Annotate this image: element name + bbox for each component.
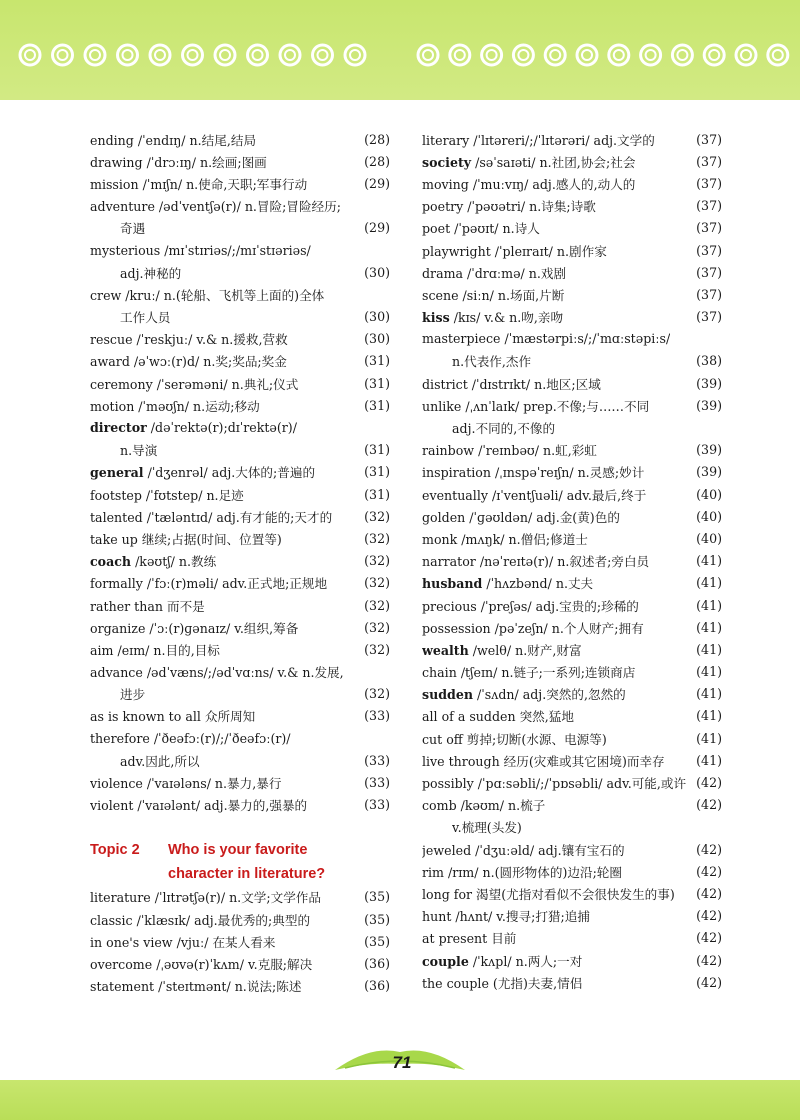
ring-icon	[641, 45, 661, 65]
entry-page: (37)	[696, 131, 722, 147]
vocab-entry	[422, 527, 722, 549]
entry-page: (37)	[696, 264, 722, 280]
ring-inner-icon	[582, 50, 592, 60]
entry-text: husband /ˈhʌzbənd/ n.丈夫	[422, 576, 594, 592]
headword: couple	[422, 953, 469, 969]
entry-page: (35)	[364, 911, 390, 927]
vocab-entry	[90, 483, 390, 505]
entry-text: general /ˈdʒenrəl/ adj.大体的;普遍的	[90, 465, 316, 481]
entry-page: (36)	[364, 955, 390, 971]
vocab-entry	[90, 283, 390, 305]
entry-text: drama /ˈdrɑːmə/ n.戏剧	[422, 265, 567, 281]
ring-icon	[313, 45, 333, 65]
footer-band	[0, 1080, 800, 1120]
entry-page: (37)	[696, 309, 722, 325]
ring-inner-icon	[253, 50, 263, 60]
ring-icon	[150, 45, 170, 65]
topic-number: Topic 2	[90, 841, 140, 858]
entry-text: district /ˈdɪstrɪkt/ n.地区;区域	[422, 376, 601, 392]
entry-page: (37)	[696, 286, 722, 302]
entry-text: wealth /welθ/ n.财产,财富	[422, 642, 582, 658]
entry-text: poetry /ˈpəʊətri/ n.诗集;诗歌	[422, 199, 596, 215]
vocab-entry	[422, 727, 722, 749]
entry-page: (42)	[696, 930, 722, 946]
entry-text: violent /ˈvaɪələnt/ adj.暴力的,强暴的	[90, 798, 308, 814]
vocab-entry	[90, 261, 390, 283]
vocab-entry	[422, 416, 722, 438]
entry-page: (40)	[696, 486, 722, 502]
decorative-rings	[0, 0, 800, 100]
entry-page: (42)	[696, 863, 722, 879]
entry-text: long for 渴望(尤指对看似不会很快发生的事)	[422, 886, 675, 902]
vocab-entry	[90, 505, 390, 527]
entry-text: eventually /ɪˈventʃuəli/ adv.最后,终于	[422, 487, 647, 503]
entry-page: (41)	[696, 730, 722, 746]
entry-page: (32)	[364, 508, 390, 524]
headword: kiss	[422, 310, 450, 326]
ring-icon	[672, 45, 692, 65]
vocab-entry	[422, 794, 722, 816]
ring-icon	[118, 45, 138, 65]
ring-inner-icon	[25, 50, 35, 60]
vocab-entry	[422, 838, 722, 860]
ring-inner-icon	[220, 50, 230, 60]
vocab-entry	[90, 239, 390, 261]
ring-inner-icon	[90, 50, 100, 60]
vocab-entry	[422, 705, 722, 727]
entry-page: (30)	[364, 331, 390, 347]
ring-icon	[20, 45, 40, 65]
entry-page: (42)	[696, 797, 722, 813]
entry-page: (30)	[364, 264, 390, 280]
vocab-entry	[422, 394, 722, 416]
entry-page: (40)	[696, 530, 722, 546]
ring-inner-icon	[741, 50, 751, 60]
ring-inner-icon	[487, 50, 497, 60]
entry-text: crew /kruː/ n.(轮船、飞机等上面的)全体	[90, 287, 325, 303]
entry-page: (29)	[364, 175, 390, 191]
entry-page: (37)	[696, 153, 722, 169]
vocab-entry	[422, 372, 722, 394]
entry-page: (42)	[696, 908, 722, 924]
vocab-entry	[422, 971, 722, 993]
entry-text: inspiration /ˌɪnspəˈreɪʃn/ n.灵感;妙计	[422, 465, 645, 481]
vocab-entry	[422, 461, 722, 483]
vocab-entry	[422, 283, 722, 305]
vocab-entry	[90, 350, 390, 372]
entry-page: (41)	[696, 575, 722, 591]
headword: general	[90, 465, 144, 481]
entry-text: chain /tʃeɪn/ n.链子;一系列;连锁商店	[422, 665, 636, 681]
ring-icon	[513, 45, 533, 65]
vocab-entry	[90, 195, 390, 217]
ring-inner-icon	[155, 50, 165, 60]
ring-inner-icon	[646, 50, 656, 60]
entry-text: mysterious /mɪˈstɪriəs/;/mɪˈstɪəriəs/	[90, 242, 311, 258]
entry-page: (41)	[696, 686, 722, 702]
entry-page: (35)	[364, 889, 390, 905]
vocab-entry	[90, 527, 390, 549]
ring-inner-icon	[318, 50, 328, 60]
vocab-entry	[90, 886, 390, 908]
ring-inner-icon	[550, 50, 560, 60]
entry-text: 奇遇	[120, 221, 146, 237]
entry-text: violence /ˈvaɪələns/ n.暴力,暴行	[90, 776, 282, 792]
vocab-entry	[90, 727, 390, 749]
entry-page: (38)	[696, 353, 722, 369]
entry-text: organize /ˈɔː(r)ɡənaɪz/ v.组织,筹备	[90, 620, 299, 636]
ring-icon	[183, 45, 203, 65]
vocab-entry	[90, 705, 390, 727]
ring-inner-icon	[518, 50, 528, 60]
entry-text: adj.不同的,不像的	[452, 421, 556, 437]
entry-text: rainbow /ˈreɪnbəʊ/ n.虹,彩虹	[422, 443, 597, 459]
ring-inner-icon	[677, 50, 687, 60]
vocab-entry	[422, 771, 722, 793]
vocab-entry	[90, 594, 390, 616]
entry-text: mission /ˈmɪʃn/ n.使命,天职;军事行动	[90, 176, 308, 192]
entry-text: rather than 而不是	[90, 598, 205, 614]
entry-page: (30)	[364, 309, 390, 325]
entry-text: talented /ˈtæləntɪd/ adj.有才能的;天才的	[90, 509, 333, 525]
entry-page: (37)	[696, 220, 722, 236]
entry-page: (31)	[364, 375, 390, 391]
entry-page: (41)	[696, 597, 722, 613]
entry-page: (32)	[364, 575, 390, 591]
vocab-entry	[422, 128, 722, 150]
entry-page: (32)	[364, 641, 390, 657]
vocab-entry	[422, 150, 722, 172]
entry-text: classic /ˈklæsɪk/ adj.最优秀的;典型的	[90, 912, 311, 928]
vocab-entry	[422, 683, 722, 705]
vocab-entry	[422, 949, 722, 971]
vocab-entry	[90, 150, 390, 172]
entry-page: (35)	[364, 933, 390, 949]
entry-text: precious /ˈpreʃəs/ adj.宝贵的;珍稀的	[422, 598, 639, 614]
ring-icon	[736, 45, 756, 65]
entry-text: the couple (尤指)夫妻,情侣	[422, 975, 583, 991]
vocab-entry	[90, 749, 390, 771]
entry-text: 工作人员	[120, 310, 171, 326]
entry-page: (39)	[696, 375, 722, 391]
vocab-entry	[90, 461, 390, 483]
ring-icon	[418, 45, 438, 65]
vocab-entry	[422, 816, 722, 838]
entry-text: director /dəˈrektə(r);dɪˈrektə(r)/	[90, 420, 297, 436]
entry-page: (42)	[696, 952, 722, 968]
entry-text: adj.神秘的	[120, 265, 182, 281]
vocab-entry	[90, 328, 390, 350]
entry-page: (41)	[696, 664, 722, 680]
entry-text: possession /pəˈzeʃn/ n.个人财产;拥有	[422, 620, 644, 636]
ring-icon	[345, 45, 365, 65]
vocab-entry	[90, 306, 390, 328]
ring-icon	[609, 45, 629, 65]
entry-page: (40)	[696, 508, 722, 524]
entry-page: (41)	[696, 553, 722, 569]
vocab-entry	[90, 439, 390, 461]
entry-text: adv.因此,所以	[120, 753, 200, 769]
entry-page: (37)	[696, 175, 722, 191]
vocab-entry	[90, 394, 390, 416]
vocabulary-columns	[0, 128, 800, 1028]
entry-text: narrator /nəˈreɪtə(r)/ n.叙述者;旁白员	[422, 554, 650, 570]
ring-icon	[768, 45, 788, 65]
vocab-entry	[422, 195, 722, 217]
vocab-entry	[422, 638, 722, 660]
entry-page: (33)	[364, 708, 390, 724]
entry-text: kiss /kɪs/ v.& n.吻,亲吻	[422, 310, 564, 326]
ring-inner-icon	[455, 50, 465, 60]
ring-inner-icon	[423, 50, 433, 60]
entry-text: overcome /ˌəʊvə(r)ˈkʌm/ v.克服;解决	[90, 956, 313, 972]
entry-text: award /əˈwɔː(r)d/ n.奖;奖品;奖金	[90, 354, 287, 370]
headword: director	[90, 420, 147, 436]
ring-inner-icon	[188, 50, 198, 60]
vocab-entry	[422, 572, 722, 594]
ring-icon	[85, 45, 105, 65]
entry-text: golden /ˈɡəʊldən/ adj.金(黄)色的	[422, 509, 620, 525]
vocab-entry	[422, 661, 722, 683]
ring-icon	[215, 45, 235, 65]
headword: coach	[90, 554, 132, 570]
entry-text: unlike /ˌʌnˈlaɪk/ prep.不像;与……不同	[422, 398, 650, 414]
entry-page: (28)	[364, 153, 390, 169]
entry-page: (39)	[696, 442, 722, 458]
entry-page: (42)	[696, 885, 722, 901]
entry-text: statement /ˈsteɪtmənt/ n.说法;陈述	[90, 979, 302, 995]
entry-text: cut off 剪掉;切断(水源、电源等)	[422, 731, 607, 747]
entry-text: take up 继续;占据(时间、位置等)	[90, 531, 282, 547]
vocab-entry	[422, 594, 722, 616]
entry-text: rescue /ˈreskjuː/ v.& n.援救,营救	[90, 332, 288, 348]
entry-page: (32)	[364, 553, 390, 569]
vocab-entry	[90, 372, 390, 394]
entry-text: 进步	[120, 687, 146, 703]
vocab-entry	[90, 683, 390, 705]
right-column	[422, 128, 722, 993]
entry-page: (32)	[364, 530, 390, 546]
vocab-entry	[422, 749, 722, 771]
entry-page: (31)	[364, 353, 390, 369]
vocab-entry	[90, 128, 390, 150]
vocab-entry	[90, 616, 390, 638]
entry-text: ending /ˈendɪŋ/ n.结尾,结局	[90, 132, 257, 148]
ring-icon	[704, 45, 724, 65]
vocab-entry	[90, 638, 390, 660]
entry-page: (31)	[364, 442, 390, 458]
entry-page: (39)	[696, 397, 722, 413]
entry-text: couple /ˈkʌpl/ n.两人;一对	[422, 953, 583, 969]
ring-inner-icon	[58, 50, 68, 60]
entry-text: as is known to all 众所周知	[90, 709, 256, 725]
ring-icon	[248, 45, 268, 65]
vocab-entry	[90, 661, 390, 683]
vocab-entry	[422, 350, 722, 372]
entry-page: (42)	[696, 841, 722, 857]
entry-text: coach /kəʊtʃ/ n.教练	[90, 554, 217, 570]
entry-page: (28)	[364, 131, 390, 147]
entry-text: jeweled /ˈdʒuːəld/ adj.镶有宝石的	[422, 842, 625, 858]
entry-text: aim /eɪm/ n.目的,目标	[90, 642, 220, 658]
entry-page: (41)	[696, 619, 722, 635]
vocab-entry	[90, 771, 390, 793]
entry-text: v.梳理(头发)	[452, 820, 522, 836]
vocab-entry	[422, 505, 722, 527]
headword: sudden	[422, 687, 474, 703]
vocab-entry	[90, 908, 390, 930]
entry-page: (31)	[364, 486, 390, 502]
entry-page: (32)	[364, 597, 390, 613]
vocab-entry	[422, 239, 722, 261]
entry-text: ceremony /ˈserəməni/ n.典礼;仪式	[90, 376, 299, 392]
entry-text: advance /ədˈvæns/;/ədˈvɑːns/ v.& n.发展,	[90, 665, 344, 681]
ring-inner-icon	[614, 50, 624, 60]
entry-text: monk /mʌŋk/ n.僧侣;修道士	[422, 531, 588, 547]
topic-title-line1: Who is your favorite	[168, 841, 308, 858]
entry-text: literature /ˈlɪtrətʃə(r)/ n.文学;文学作品	[90, 890, 321, 906]
ring-inner-icon	[123, 50, 133, 60]
entry-text: playwright /ˈpleɪraɪt/ n.剧作家	[422, 243, 607, 259]
entry-text: live through 经历(灾难或其它困境)而幸存	[422, 753, 665, 769]
ring-inner-icon	[285, 50, 295, 60]
ring-icon	[545, 45, 565, 65]
entry-text: n.代表作,杰作	[452, 354, 532, 370]
headword: wealth	[422, 642, 469, 658]
vocab-entry	[422, 860, 722, 882]
vocab-entry	[90, 794, 390, 816]
entry-page: (29)	[364, 220, 390, 236]
entry-page: (39)	[696, 464, 722, 480]
vocab-entry	[422, 483, 722, 505]
entry-text: hunt /hʌnt/ v.搜寻;打猎;追捕	[422, 909, 590, 925]
entry-page: (41)	[696, 752, 722, 768]
vocab-entry	[422, 616, 722, 638]
entry-text: poet /ˈpəʊɪt/ n.诗人	[422, 221, 540, 237]
entry-text: literary /ˈlɪtəreri/;/ˈlɪtərəri/ adj.文学的	[422, 132, 655, 148]
vocab-entry	[90, 550, 390, 572]
vocab-entry	[422, 306, 722, 328]
entry-page: (33)	[364, 752, 390, 768]
entry-text: possibly /ˈpɑːsəbli/;/ˈpɒsəbli/ adv.可能,或许	[422, 776, 687, 792]
entry-text: comb /kəʊm/ n.梳子	[422, 798, 546, 814]
vocab-entry	[422, 882, 722, 904]
vocab-entry	[422, 172, 722, 194]
entry-text: masterpiece /ˈmæstərpiːs/;/ˈmɑːstəpiːs/	[422, 331, 671, 347]
ring-icon	[450, 45, 470, 65]
entry-page: (42)	[696, 974, 722, 990]
ring-icon	[577, 45, 597, 65]
entry-page: (31)	[364, 397, 390, 413]
ring-inner-icon	[709, 50, 719, 60]
entry-page: (36)	[364, 978, 390, 994]
entry-page: (42)	[696, 775, 722, 791]
vocab-entry	[90, 975, 390, 997]
headword: society	[422, 154, 472, 170]
vocab-entry	[90, 172, 390, 194]
vocab-entry	[422, 927, 722, 949]
vocab-entry	[90, 416, 390, 438]
vocab-entry	[422, 905, 722, 927]
vocab-entry	[422, 261, 722, 283]
entry-text: in one's view /vjuː/ 在某人看来	[90, 934, 276, 950]
entry-text: rim /rɪm/ n.(圆形物体的)边沿;轮圈	[422, 864, 622, 880]
entry-text: motion /ˈməʊʃn/ n.运动;移动	[90, 398, 260, 414]
entry-text: at present 目前	[422, 931, 517, 947]
topic-title-line2: character in literature?	[168, 865, 326, 882]
entry-page: (32)	[364, 619, 390, 635]
entry-text: formally /ˈfɔː(r)məli/ adv.正式地;正规地	[90, 576, 328, 592]
spacer	[90, 816, 390, 838]
entry-text: therefore /ˈðeəfɔː(r)/;/ˈðeəfɔː(r)/	[90, 730, 291, 746]
ring-icon	[53, 45, 73, 65]
ring-inner-icon	[350, 50, 360, 60]
entry-page: (41)	[696, 641, 722, 657]
vocab-entry	[90, 572, 390, 594]
entry-text: sudden /ˈsʌdn/ adj.突然的,忽然的	[422, 687, 626, 703]
left-column	[90, 128, 390, 997]
vocab-entry	[422, 439, 722, 461]
entry-text: footstep /ˈfʊtstep/ n.足迹	[90, 487, 244, 503]
ring-icon	[280, 45, 300, 65]
entry-text: n.导演	[120, 443, 158, 459]
vocab-entry	[422, 328, 722, 350]
entry-page: (37)	[696, 242, 722, 258]
headword: husband	[422, 576, 483, 592]
entry-page: (33)	[364, 797, 390, 813]
ring-icon	[482, 45, 502, 65]
vocab-entry	[422, 217, 722, 239]
entry-page: (37)	[696, 198, 722, 214]
vocab-entry	[90, 217, 390, 239]
entry-page: (33)	[364, 775, 390, 791]
vocab-entry	[90, 952, 390, 974]
entry-page: (31)	[364, 464, 390, 480]
entry-text: all of a sudden 突然,猛地	[422, 709, 574, 725]
entry-page: (32)	[364, 686, 390, 702]
vocab-entry	[90, 930, 390, 952]
entry-text: moving /ˈmuːvɪŋ/ adj.感人的,动人的	[422, 176, 636, 192]
entry-text: society /səˈsaɪəti/ n.社团,协会;社会	[422, 154, 636, 170]
entry-page: (41)	[696, 708, 722, 724]
vocab-entry	[422, 550, 722, 572]
ring-inner-icon	[773, 50, 783, 60]
entry-text: drawing /ˈdrɔːɪŋ/ n.绘画;图画	[90, 154, 267, 170]
topic-heading	[90, 838, 390, 886]
entry-text: adventure /ədˈventʃə(r)/ n.冒险;冒险经历;	[90, 199, 341, 215]
page-number: 71	[392, 1053, 412, 1072]
entry-text: scene /siːn/ n.场面,片断	[422, 287, 565, 303]
